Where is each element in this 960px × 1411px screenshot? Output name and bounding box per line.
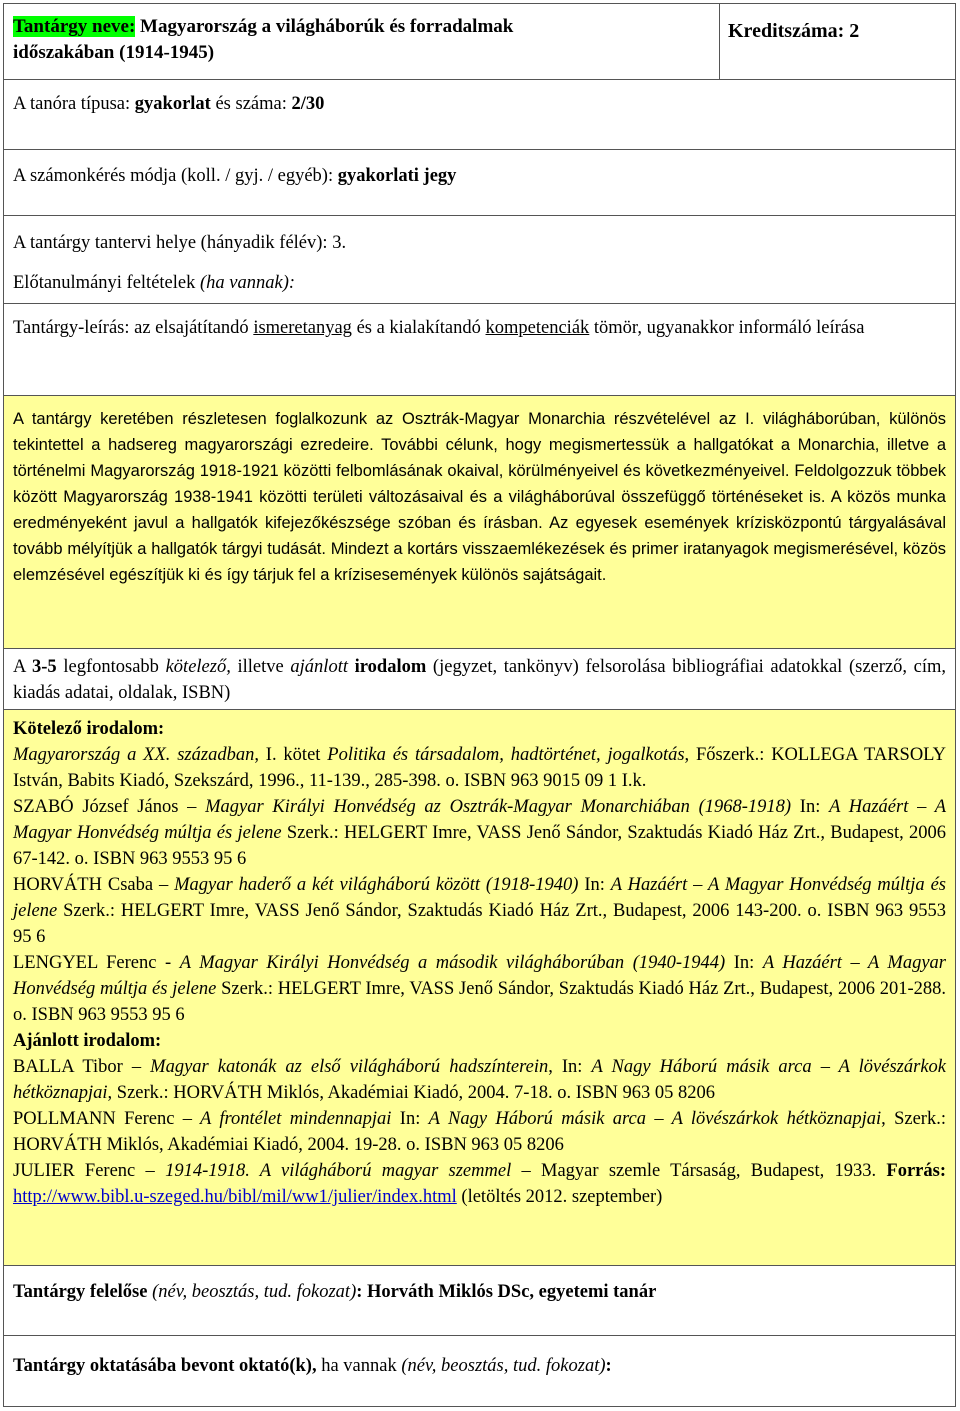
reference-item	[13, 794, 946, 872]
ref-text: , Szerk.: HORVÁTH Miklós, Akadémiai Kiadó, 2004. 7-18. o. ISBN 963 05 8206	[107, 1083, 715, 1103]
ref-title: A Hazáért – A Magyar Honvédség múltja és jelene	[13, 797, 946, 843]
instructors-colon: :	[605, 1356, 612, 1376]
literature-list	[13, 716, 946, 1210]
credit-label: Kreditszáma:	[728, 20, 845, 42]
assessment	[13, 163, 946, 189]
literature-header-row	[4, 649, 955, 710]
prerequisites-note: (ha vannak):	[200, 273, 296, 293]
description-header-row	[4, 304, 955, 396]
prerequisites	[13, 270, 946, 296]
ref-title: Magyarország a XX. században	[13, 745, 255, 765]
ref-author: JULIER Ferenc	[13, 1161, 146, 1181]
ref-text: Szerk.: HELGERT Imre, VASS Jenő Sándor, Szaktudás Kiadó Ház Zrt., Budapest, 2006 67-142. o. ISBN 963 9553 95 6	[13, 823, 946, 869]
reference-item	[13, 1054, 946, 1106]
credit-value: 2	[849, 20, 860, 42]
class-count-value: 2/30	[291, 94, 325, 114]
subject-name: Magyarország a világháborúk és forradalmak időszakában (1914-1945)	[13, 16, 514, 63]
literature-word: irodalom	[354, 657, 427, 677]
ref-text: Szerk.: HELGERT Imre, VASS Jenő Sándor, Szaktudás Kiadó Ház Zrt., Budapest, 2006 201-288. o. ISBN 963 9553 95 6	[13, 979, 947, 1025]
ref-author: LENGYEL Ferenc -	[13, 953, 180, 973]
description-header-text: és a kialakítandó	[351, 318, 486, 338]
semester-row	[4, 216, 955, 304]
literature-range: 3-5	[32, 657, 57, 677]
subject-label: Tantárgy neve:	[13, 16, 136, 37]
instructors	[13, 1353, 946, 1379]
ref-text: In:	[391, 1109, 429, 1129]
credit	[728, 20, 859, 43]
assessment-row	[4, 150, 955, 216]
ref-author: SZABÓ József János	[13, 797, 188, 817]
ref-title: A Magyar Királyi Honvédség a második világháborúban (1940-1944)	[179, 953, 726, 973]
ref-author: HORVÁTH Csaba	[13, 875, 159, 895]
ref-text: (letöltés 2012. szeptember)	[456, 1187, 663, 1207]
semester	[13, 230, 946, 256]
literature-text: illetve	[230, 657, 291, 677]
literature-text: A	[13, 657, 33, 677]
ref-text: , In:	[548, 1057, 592, 1077]
responsible-name: Horváth Miklós DSc, egyetemi tanár	[367, 1282, 657, 1302]
ref-author: POLLMANN Ferenc	[13, 1109, 183, 1129]
class-type-row	[4, 80, 955, 150]
ref-text: , Szerk.: HORVÁTH Miklós, Akadémiai Kiadó, 2004. 19-28. o. ISBN 963 05 8206	[13, 1109, 946, 1155]
course-sheet	[3, 3, 956, 1407]
ref-author: BALLA Tibor	[13, 1057, 132, 1077]
instructors-text: ha vannak	[316, 1356, 402, 1376]
responsible-row	[4, 1266, 955, 1336]
reference-item	[13, 1158, 946, 1210]
class-type-value: gyakorlat	[134, 94, 211, 114]
ref-title: – Magyar Királyi Honvédség az Osztrák-Magyar Monarchiában (1968-1918)	[187, 797, 792, 817]
instructors-row	[4, 1336, 955, 1408]
ref-title: Politika és társadalom, hadtörténet, jogalkotás	[327, 745, 685, 765]
ref-title: A Nagy Háború másik arca – A lövészárkok hétköznapjai	[428, 1109, 882, 1129]
description-header-text: tömör, ugyanakkor informáló leírása	[589, 318, 865, 338]
ref-title: – Magyar katonák az első világháború hadszínterein	[131, 1057, 549, 1077]
source-link[interactable]: http://www.bibl.u-szeged.hu/bibl/mil/ww1/julier/index.html	[13, 1187, 457, 1207]
literature-text: legfontosabb	[56, 657, 166, 677]
recommended-title: Ajánlott irodalom:	[13, 1031, 162, 1051]
ref-title: – Magyar haderő a két világháború között (1918-1940)	[158, 875, 579, 895]
description-row	[4, 396, 955, 649]
ref-title: A Nagy Háború másik arca – A lövészárkok hétköznapjai	[13, 1057, 946, 1103]
literature-header	[13, 654, 946, 706]
ref-text: Szerk.: HELGERT Imre, VASS Jenő Sándor, Szaktudás Kiadó Ház Zrt., Budapest, 2006 143-200. o. ISBN 963 9553 95 6	[13, 901, 946, 947]
reference-item	[13, 872, 946, 950]
description-header	[13, 315, 946, 341]
literature-text	[348, 657, 355, 677]
ref-title: A Hazáért – A Magyar Honvédség múltja és jelene	[13, 875, 946, 921]
ref-text: In:	[578, 875, 611, 895]
source-label: Forrás:	[886, 1161, 946, 1181]
ref-title: – 1914-1918. A világháború magyar szemmel	[145, 1161, 512, 1181]
mandatory-title: Kötelező irodalom:	[13, 719, 165, 739]
description-header-text: : az elsajátítandó	[124, 318, 254, 338]
header-divider	[719, 4, 720, 79]
instructors-note: (név, beosztás, tud. fokozat)	[401, 1356, 606, 1376]
literature-row	[4, 710, 955, 1266]
ref-text: , Főszerk.: KOLLEGA TARSOLY István, Babits Kiadó, Szekszárd, 1996., 11-139., 285-398. o. ISBN 963 9015 09 1 I.k.	[13, 745, 946, 791]
assessment-label: A számonkérés módja (koll. / gyj. / egyéb):	[13, 166, 334, 186]
reference-item	[13, 950, 946, 1028]
competencies-link: kompetenciák	[485, 318, 590, 338]
ref-text: In:	[725, 953, 763, 973]
class-type	[13, 91, 946, 117]
literature-text: (jegyzet, tankönyv) felsorolása bibliográfiai adatokkal (szerző, cím, kiadás adatai, oldalak, ISBN)	[13, 657, 947, 703]
semester-label: A tantárgy tantervi helye (hányadik félév):	[13, 233, 328, 253]
class-count-label: és száma:	[215, 94, 287, 114]
responsible-label: Tantárgy felelőse	[13, 1282, 148, 1302]
responsible-note: (név, beosztás, tud. fokozat)	[152, 1282, 357, 1302]
prerequisites-label: Előtanulmányi feltételek	[13, 273, 196, 293]
reference-item	[13, 742, 946, 794]
ref-text: In:	[791, 797, 830, 817]
instructors-label: Tantárgy oktatásába bevont oktató(k),	[13, 1356, 317, 1376]
literature-recommended: ajánlott	[290, 657, 348, 677]
header-row	[4, 4, 955, 80]
ref-title: – A frontélet mindennapjai	[182, 1109, 392, 1129]
assessment-value: gyakorlati jegy	[337, 166, 457, 186]
class-type-label: A tanóra típusa:	[13, 94, 131, 114]
description-text: A tantárgy keretében részletesen foglalkozunk az Osztrák-Magyar Monarchia részvételével az I. világháborúban, különös tekintettel a hadsereg magyarországi ezredeire. További célunk, hogy megismertessük a hallgatókat a Monarchia, illetve a történelmi Magyarország 1918-1921 közötti felbomlásának okaival, körülményeivel és következményeivel. Feldolgozzuk többek között Magyarország 1938-1941 közötti területi változásaival és a világháborúval összefüggő történéseket is. A közös munka eredményeként javul a hallgatók kifejezőkészsége szóban és írásban. Az egyesek események krízisközpontú tárgyalásával tovább mélyítjük a hallgatók tárgyi tudását. Mindezt a kortárs visszaemlékezések és primer iratanyagok megismerésével, közös elemzésével egészítjük ki és így tárjuk fel a krízisesemények különös sajátságait.	[13, 410, 946, 584]
knowledge-link: ismeretanyag	[253, 318, 352, 338]
ref-text: – Magyar szemle Társaság, Budapest, 1933.	[511, 1161, 887, 1181]
semester-value: 3.	[332, 233, 347, 253]
literature-mandatory: kötelező,	[165, 657, 231, 677]
ref-title: A Hazáért – A Magyar Honvédség múltja és jelene	[13, 953, 947, 999]
subject-title	[13, 14, 613, 66]
reference-item	[13, 1106, 946, 1158]
ref-text: , I. kötet	[254, 745, 328, 765]
responsible-colon: :	[356, 1282, 363, 1302]
description-header-label: Tantárgy-leírás	[13, 318, 125, 338]
responsible	[13, 1279, 946, 1305]
